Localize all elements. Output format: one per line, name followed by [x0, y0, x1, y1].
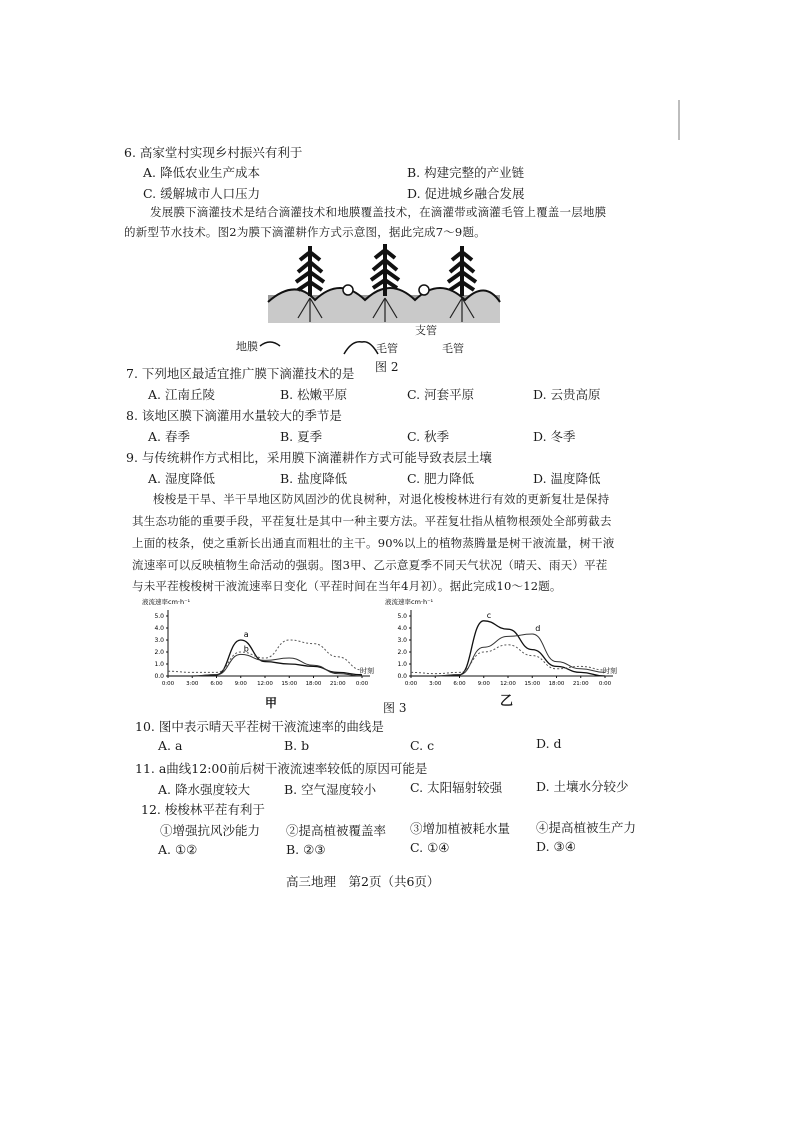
- passage1-line2: 的新型节水技术。图2为膜下滴灌耕作方式示意图，据此完成7～9题。: [124, 225, 486, 239]
- q10-option-b: B. b: [284, 738, 310, 753]
- q11-option-c: C. 太阳辐射较强: [410, 780, 503, 795]
- q8-stem: 8. 该地区膜下滴灌用水量较大的季节是: [126, 408, 342, 423]
- q12-option-b: B. ②③: [286, 842, 326, 857]
- q8-option-b: B. 夏季: [280, 429, 323, 444]
- q10-stem: 10. 图中表示晴天平茬树干液流速率的曲线是: [135, 719, 384, 734]
- chart-yi-xtick-label: 21:00: [572, 681, 589, 687]
- page-footer: 高三地理 第2页（共6页）: [286, 874, 440, 889]
- figure-2-legend-film: 地膜: [236, 340, 258, 353]
- chart-yi: [383, 594, 633, 704]
- chart-jia-xtick-label: 12:00: [257, 681, 273, 687]
- chart-jia-series-a-label: a: [243, 630, 249, 639]
- q12-item-2: ②提高植被覆盖率: [286, 823, 387, 838]
- chart-yi-ylabel: 液流速率cm·h⁻¹: [385, 598, 434, 606]
- q9-option-c: C. 肥力降低: [407, 471, 475, 486]
- chart-yi-series-d-label: d: [535, 624, 541, 633]
- chart-jia-ytick-label: 5.0: [154, 613, 164, 620]
- passage2-line5: 与未平茬梭梭树干液流速率日变化（平茬时间在当年4月初）。据此完成10～12题。: [132, 579, 562, 593]
- q8-option-c: C. 秋季: [407, 429, 450, 444]
- chart-jia-xlabel: 时刻: [360, 667, 374, 675]
- q7-option-b: B. 松嫩平原: [280, 387, 348, 402]
- passage2-line1: 梭梭是干旱、半干旱地区防风固沙的优良树种，对退化梭梭林进行有效的更新复壮是保持: [153, 492, 610, 506]
- passage1-line1: 发展膜下滴灌技术是结合滴灌技术和地膜覆盖技术，在滴灌带或滴灌毛管上覆盖一层地膜: [150, 205, 607, 219]
- q10-option-a: A. a: [158, 738, 183, 753]
- chart-jia: [140, 594, 390, 704]
- passage2-line3: 上面的枝条，使之重新长出通直而粗壮的主干。90%以上的植物蒸腾量是树干液流量，树干液: [132, 536, 615, 550]
- chart-yi-ytick-label: 3.0: [397, 637, 407, 644]
- figure-2-caption: 图 2: [375, 360, 399, 374]
- q11-stem: 11. a曲线12:00前后树干液流速率较低的原因可能是: [135, 761, 428, 776]
- chart-jia-ytick-label: 3.0: [154, 637, 164, 644]
- chart-yi-xtick-label: 0:00: [598, 681, 612, 687]
- figure-2-label-maoguan-right: 毛管: [442, 342, 464, 355]
- figure-2-label-zhiguan: 支管: [415, 324, 437, 337]
- q9-option-b: B. 盐度降低: [280, 471, 348, 486]
- q9-option-a: A. 湿度降低: [148, 471, 215, 486]
- q6-option-a: A. 降低农业生产成本: [143, 165, 260, 180]
- chart-yi-ytick-label: 4.0: [397, 625, 407, 632]
- chart-yi-ytick-label: 0.0: [397, 673, 407, 680]
- q11-option-d: D. 土壤水分较少: [536, 779, 629, 794]
- chart-yi-xtick-label: 6:00: [453, 681, 466, 687]
- scan-edge: [678, 100, 680, 140]
- chart-yi-ytick-label: 1.0: [397, 661, 407, 668]
- chart-yi-xtick-label: 15:00: [524, 681, 541, 687]
- q6-option-d: D. 促进城乡融合发展: [407, 186, 525, 201]
- chart-jia-series-b-label: b: [243, 644, 249, 654]
- chart-jia-ytick-label: 1.0: [154, 661, 164, 668]
- q6-stem: 6. 高家堂村实现乡村振兴有利于: [124, 145, 303, 160]
- chart-yi-xlabel: 时刻: [603, 667, 617, 675]
- chart-jia-xtick-label: 6:00: [210, 681, 223, 687]
- chart-yi-series-d-line: [411, 634, 605, 676]
- chart-jia-xtick-label: 9:00: [234, 681, 247, 687]
- q12-item-3: ③增加植被耗水量: [410, 821, 511, 836]
- figure-2-label-maoguan-left: 毛管: [376, 342, 398, 355]
- q12-option-c: C. ①④: [410, 840, 450, 855]
- q7-option-a: A. 江南丘陵: [148, 387, 215, 402]
- chart-label-yi: 乙: [500, 694, 514, 709]
- chart-jia-xtick-label: 3:00: [186, 681, 199, 687]
- q6-option-b: B. 构建完整的产业链: [407, 165, 525, 180]
- q10-option-c: C. c: [410, 738, 435, 753]
- q9-option-d: D. 温度降低: [533, 471, 601, 486]
- q11-option-b: B. 空气湿度较小: [284, 782, 377, 797]
- chart-yi-ytick-label: 2.0: [397, 649, 407, 656]
- chart-jia-ytick-label: 2.0: [154, 649, 164, 656]
- chart-jia-xtick-label: 18:00: [305, 681, 322, 687]
- q8-option-d: D. 冬季: [533, 429, 576, 444]
- passage2-line4: 流速率可以反映植物生命活动的强弱。图3甲、乙示意夏季不同天气状况（晴天、雨天）平茬: [132, 558, 608, 572]
- figure-3-caption: 图 3: [383, 701, 407, 715]
- chart-label-jia: 甲: [265, 696, 278, 710]
- q12-option-a: A. ①②: [158, 842, 198, 857]
- chart-jia-xtick-label: 0:00: [161, 681, 175, 687]
- chart-yi-xtick-label: 3:00: [429, 681, 442, 687]
- q12-option-d: D. ③④: [536, 839, 576, 854]
- q7-stem: 7. 下列地区最适宜推广膜下滴灌技术的是: [126, 366, 355, 381]
- q12-item-4: ④提高植被生产力: [536, 820, 637, 835]
- chart-yi-ytick-label: 5.0: [397, 613, 407, 620]
- q9-stem: 9. 与传统耕作方式相比，采用膜下滴灌耕作方式可能导致表层土壤: [126, 450, 492, 465]
- q7-option-d: D. 云贵高原: [533, 387, 601, 402]
- chart-yi-series-unlabeled-2-line: [411, 645, 605, 674]
- q6-option-c: C. 缓解城市人口压力: [143, 186, 261, 201]
- chart-jia-ylabel: 液流速率cm·h⁻¹: [142, 598, 191, 606]
- chart-jia-xtick-label: 15:00: [281, 681, 298, 687]
- chart-yi-xtick-label: 9:00: [477, 681, 490, 687]
- chart-jia-xtick-label: 0:00: [355, 681, 369, 687]
- chart-yi-xtick-label: 0:00: [404, 681, 418, 687]
- chart-yi-xtick-label: 18:00: [548, 681, 565, 687]
- q11-option-a: A. 降水强度较大: [158, 782, 250, 797]
- chart-yi-series-c-label: c: [486, 610, 492, 620]
- q12-item-1: ①增强抗风沙能力: [160, 823, 261, 838]
- q7-option-c: C. 河套平原: [407, 387, 475, 402]
- chart-yi-xtick-label: 12:00: [500, 681, 516, 687]
- chart-jia-ytick-label: 4.0: [154, 625, 164, 632]
- passage2-line2: 其生态功能的重要手段，平茬复壮是其中一种主要方法。平茬复壮指从植物根颈处全部剪截去: [132, 514, 612, 528]
- q8-option-a: A. 春季: [148, 429, 190, 444]
- q12-stem: 12. 梭梭林平茬有利于: [141, 802, 265, 817]
- chart-jia-ytick-label: 0.0: [154, 673, 164, 680]
- chart-jia-series-a-line: [168, 640, 362, 676]
- q10-option-d: D. d: [536, 736, 562, 751]
- chart-jia-series-unlabeled-2-line: [168, 640, 362, 672]
- chart-jia-xtick-label: 21:00: [329, 681, 346, 687]
